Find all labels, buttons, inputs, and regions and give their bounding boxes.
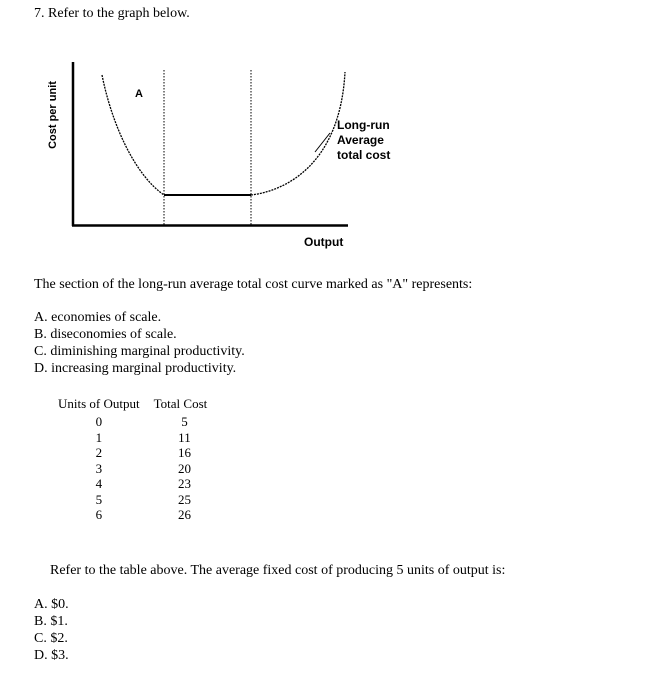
table-row	[58, 430, 215, 446]
option-c[interactable]: C. diminishing marginal productivity.	[34, 344, 245, 359]
table-row	[58, 461, 215, 477]
table-cell: 5	[95, 491, 103, 507]
table-row	[58, 445, 215, 461]
table-cell: 3	[95, 460, 103, 476]
question-7-text: The section of the long-run average total cost curve marked as "A" represents:	[34, 277, 473, 292]
table-cell: 0	[95, 414, 103, 429]
question-8-text: Refer to the table above. The average fixed cost of producing 5 units of output is:	[50, 563, 506, 578]
curve-label	[337, 118, 390, 163]
table-cell: 2	[95, 445, 103, 460]
header-units-of-output: Units of Output	[58, 396, 140, 411]
curve-rising-section	[251, 72, 345, 195]
table-row	[58, 492, 215, 508]
question-7-heading: 7. Refer to the graph below.	[34, 6, 190, 21]
table-cell: 11	[178, 429, 191, 445]
table-row	[58, 507, 215, 523]
question-7-options	[34, 309, 245, 377]
table-cell: 5	[181, 414, 188, 429]
curve-label-line-1: Long-run	[337, 118, 390, 132]
table-row	[58, 476, 215, 492]
table-row	[58, 414, 215, 430]
question-8-options	[34, 596, 69, 664]
cost-table	[58, 396, 215, 523]
table-cell: 26	[177, 507, 191, 522]
cost-table-container	[58, 396, 215, 523]
lratc-graph	[0, 0, 669, 260]
option-c[interactable]: C. $2.	[34, 631, 68, 646]
table-cell: 4	[95, 476, 103, 491]
curve-declining-section	[102, 75, 164, 195]
table-cell: 25	[177, 491, 191, 507]
y-axis-label: Cost per unit	[47, 81, 59, 149]
table-cell: 16	[177, 445, 191, 460]
curve-label-line-2: Average	[337, 133, 384, 147]
option-d[interactable]: D. increasing marginal productivity.	[34, 361, 237, 376]
option-d[interactable]: D. $3.	[34, 648, 69, 663]
curve-marker-a: A	[135, 88, 143, 100]
option-a[interactable]: A. economies of scale.	[34, 310, 162, 325]
table-cell: 20	[177, 460, 191, 476]
option-a[interactable]: A. $0.	[34, 597, 69, 612]
table-header-row	[58, 396, 215, 414]
table-cell: 6	[95, 507, 103, 522]
table-cell: 23	[177, 476, 191, 491]
x-axis-label: Output	[304, 235, 344, 249]
option-b[interactable]: B. $1.	[34, 614, 68, 629]
header-total-cost: Total Cost	[153, 396, 208, 411]
table-cell: 1	[95, 429, 103, 445]
option-b[interactable]: B. diseconomies of scale.	[34, 327, 177, 342]
curve-label-line-3: total cost	[337, 148, 391, 162]
